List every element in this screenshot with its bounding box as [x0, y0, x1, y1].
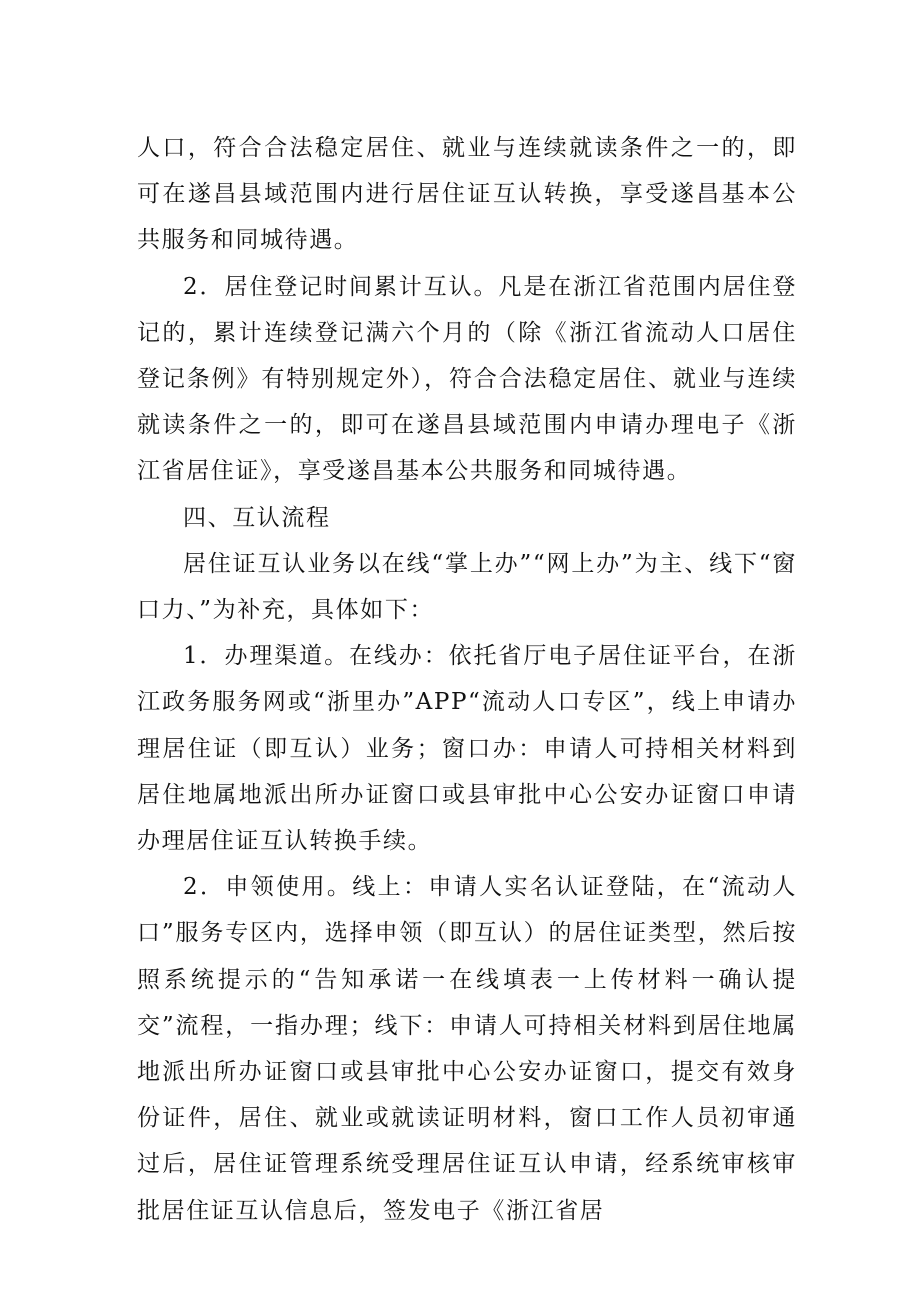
- paragraph-process-intro: 居住证互认业务以在线“掌上办”“网上办”为主、线下“窗口力、”为补充，具体如下：: [137, 550, 797, 624]
- document-body: [137, 125, 797, 1234]
- paragraph-item-2-registration-time: 2．居住登记时间累计互认。凡是在浙江省范围内居住登记的，累计连续登记满六个月的（除《浙江省流动人口居住登记条例》有特别规定外），符合合法稳定居住、就业与连续就读条件之一的，即可在遂昌县域范围内申请办理电子《浙江省居住证》，享受遂昌基本公共服务和同城待遇。: [137, 273, 797, 485]
- section-heading-mutual-recognition-process: 四、互认流程: [183, 504, 331, 531]
- paragraph-continuation: 人口，符合合法稳定居住、就业与连续就读条件之一的，即可在遂昌县域范围内进行居住证互认转换，享受遂昌基本公共服务和同城待遇。: [137, 135, 797, 254]
- paragraph-item-1-channels: 1．办理渠道。在线办：依托省厅电子居住证平台，在浙江政务服务网或“浙里办”APP“流动人口专区”，线上申请办理居住证（即互认）业务；窗口办：申请人可持相关材料到居住地属地派出所办证窗口或县审批中心公安办证窗口申请办理居住证互认转换手续。: [137, 643, 797, 855]
- paragraph-item-2-application-use: 2．申领使用。线上：申请人实名认证登陆，在“流动人口”服务专区内，选择申领（即互认）的居住证类型，然后按照系统提示的“告知承诺一在线填表一上传材料一确认提交”流程，一指办理；线下：申请人可持相关材料到居住地属地派出所办证窗口或县审批中心公安办证窗口，提交有效身份证件，居住、就业或就读证明材料，窗口工作人员初审通过后，居住证管理系统受理居住证互认申请，经系统审核审批居住证互认信息后，签发电子《浙江省居: [137, 874, 797, 1224]
